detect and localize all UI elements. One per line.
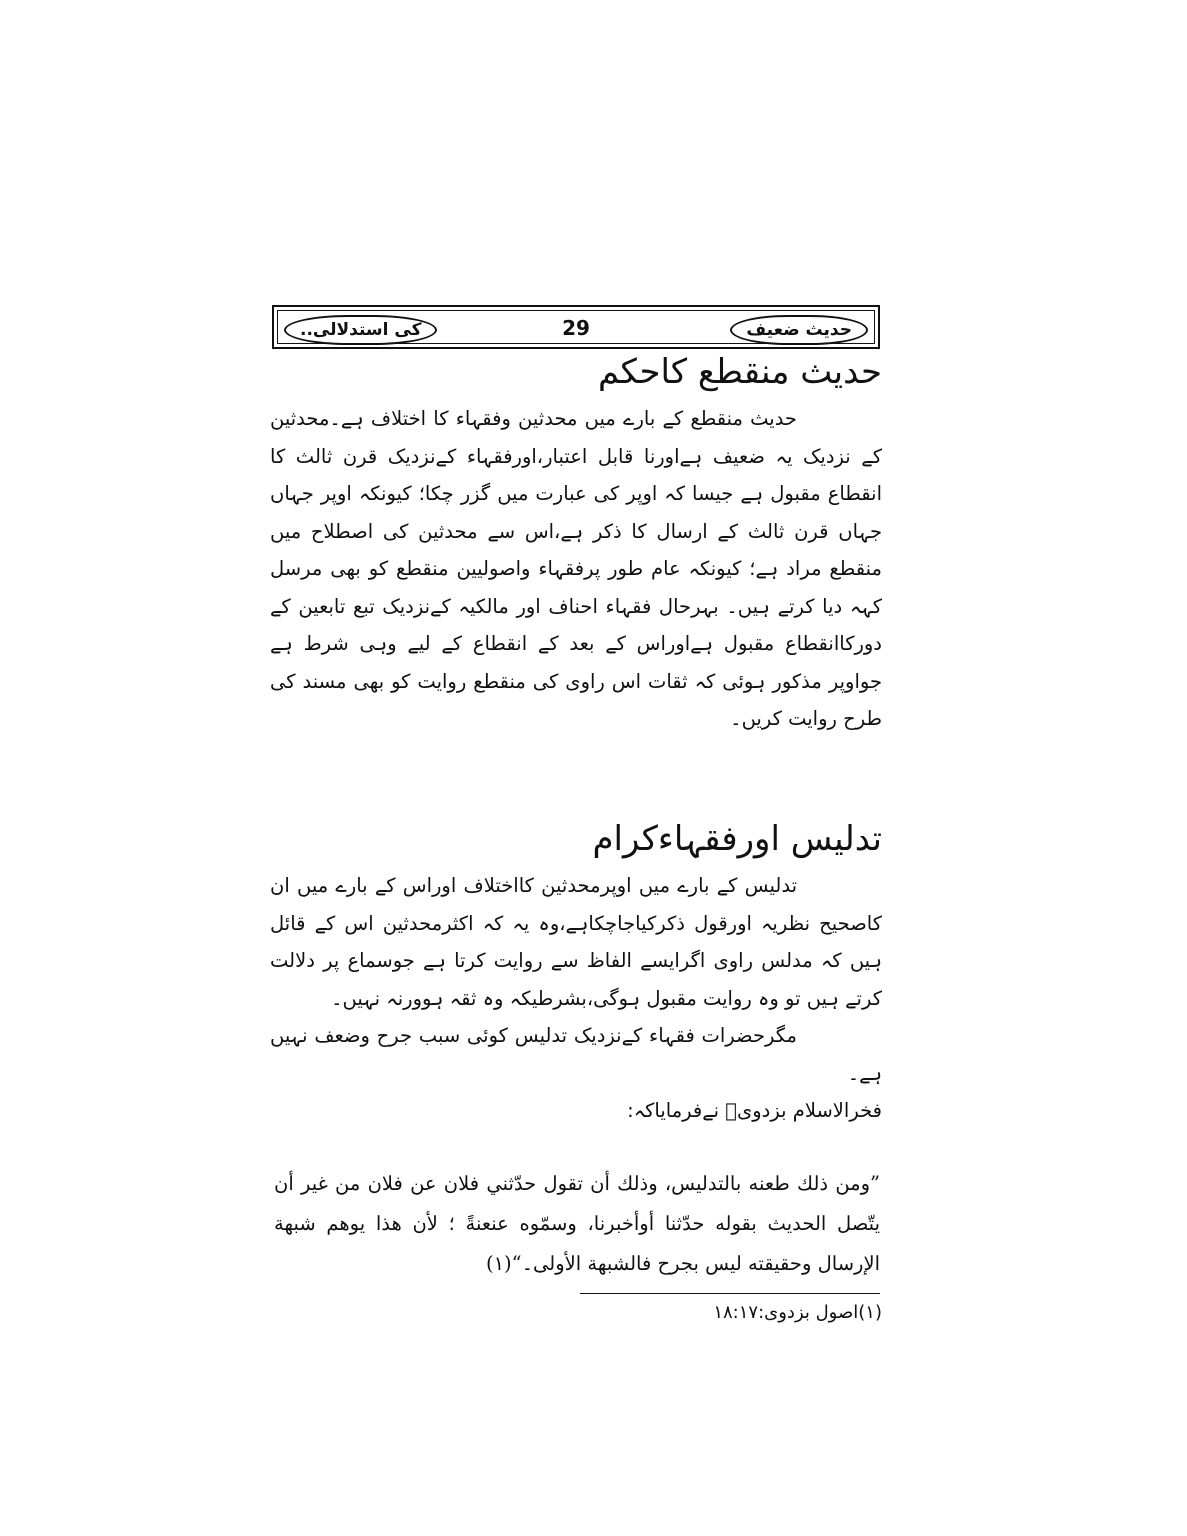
- section-heading: تدلیس اورفقہاءکرام: [592, 819, 882, 859]
- arabic-quotation: ”ومن ذلك طعنه بالتدليس، وذلك أن تقول حدّثني فلان عن فلان من غير أن يتّصل الحديث بقوله حدّثنا أوأخبرنا، وسمّوه عنعنةً ؛ لأن هذا يوهم شبهة الإرسال وحقيقته ليس بجرح فالشبهة الأولى۔“(۱): [274, 1172, 880, 1275]
- section-munqati: [270, 352, 882, 738]
- header-book-title: حدیث ضعیف: [730, 315, 868, 345]
- header-book-subtitle: کی استدلالی..: [284, 315, 437, 345]
- section-paragraph: مگرحضرات فقہاء کےنزدیک تدلیس کوئی سبب جرح وضعف نہیں ہے۔: [270, 1024, 882, 1085]
- section-tadlees: [270, 818, 882, 1130]
- quote-attribution: فخرالاسلام بزدویؒ نےفرمایاکہ:: [627, 1099, 882, 1122]
- page-number: 29: [562, 316, 590, 340]
- section-heading: حدیث منقطع کاحکم: [598, 352, 882, 392]
- section-paragraph: تدلیس کے بارے میں اوپرمحدثین کااختلاف اوراس کے بارے میں ان کاصحیح نظریہ اورقول ذکرکیاجاچکاہے،وہ یہ کہ اکثرمحدثین اس کے قائل ہیں کہ مدلس راوی اگرایسے الفاظ سے روایت کرتا ہے جوسماع پر دلالت کرتے ہیں تو وہ روایت مقبول ہوگی،بشرطیکہ وہ ثقہ ہوورنہ نہیں۔: [270, 874, 882, 1010]
- footnote-separator: [580, 1293, 880, 1294]
- footnote: (۱)اصول بزدوی:۱۸:۱۷: [713, 1302, 882, 1323]
- running-header: [272, 305, 880, 349]
- section-paragraph: حدیث منقطع کے بارے میں محدثین وفقہاء کا اختلاف ہے۔محدثین کے نزدیک یہ ضعیف ہےاورنا قابل اعتبار،اورفقہاء کےنزدیک قرن ثالث کا انقطاع مقبول ہے جیسا کہ اوپر کی عبارت میں گزر چکا؛ کیونکہ اوپر جہاں جہاں قرن ثالث کے ارسال کا ذکر ہے،اس سے محدثین کی اصطلاح میں منقطع مراد ہے؛ کیونکہ عام طور پرفقہاء واصولیین منقطع کو بھی مرسل کہہ دیا کرتے ہیں۔ بہرحال فقہاء احناف اور مالکیہ کےنزدیک تبع تابعین کے دورکاانقطاع مقبول ہےاوراس کے بعد کے انقطاع کے لیے وہی شرط ہے جواوپر مذکور ہوئی کہ ثقات اس راوی کی منقطع روایت کو بھی مسند کی طرح روایت کریں۔: [270, 407, 882, 730]
- running-header-inner-frame: [277, 310, 875, 344]
